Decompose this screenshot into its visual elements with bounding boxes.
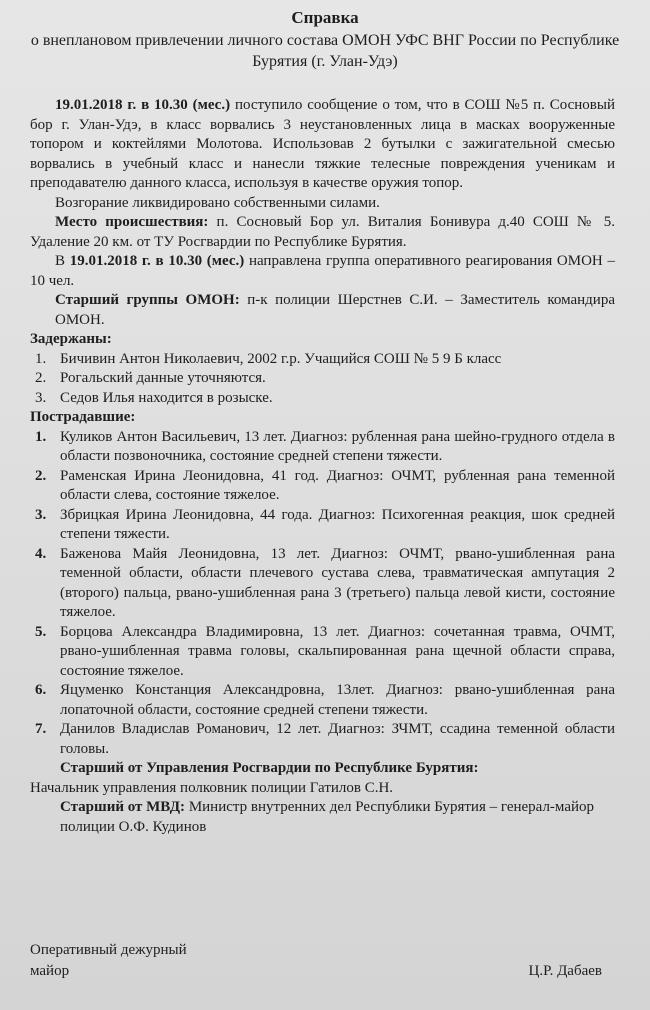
list-item: 5. Борцова Александра Владимировна, 13 лет. Диагноз: сочетанная травма, ОЧМТ, рвано-ушибленная травма головы, скальпированная рана щечной области справа, состояние тяжелое.	[35, 623, 615, 679]
document-subtitle: о внеплановом привлечении личного состава ОМОН УФС ВНГ России по Республике Бурятия (г. Улан-Удэ)	[30, 32, 620, 70]
group-text: направлена группа оперативного реагирования ОМОН – 10 чел.	[30, 253, 615, 289]
list-item: 1. Куликов Антон Васильевич, 13 лет. Диагноз: рубленная рана шейно-грудного отдела в области позвоночника, состояние средней степени тяжести.	[35, 428, 615, 464]
senior-paragraph	[30, 291, 615, 330]
document-title: Справка	[291, 8, 359, 27]
list-item: 4. Баженова Майя Леонидовна, 13 лет. Диагноз: ОЧМТ, рвано-ушибленная рана теменной области, области плечевого сустава слева, травматическая ампутация 2 (второго) пальца, рвано-ушибленная рана 3 (третьего) пальца левой кисти, состояние тяжелое.	[35, 545, 615, 620]
detained-label: Задержаны:	[30, 331, 112, 347]
list-item: 7. Данилов Владислав Романович, 12 лет. Диагноз: ЗЧМТ, ссадина теменной области головы.	[35, 721, 615, 757]
group-date: 19.01.2018 г. в 10.30 (мес.)	[69, 253, 245, 269]
rosgvard-text: Начальник управления полковник полиции Гатилов С.Н.	[30, 779, 394, 796]
intro-paragraph	[30, 96, 615, 194]
mvd-text: Министр внутренних дел Республики Бурятия – генерал-майор полиции О.Ф. Кудинов	[60, 799, 595, 835]
document-body	[30, 96, 615, 837]
rosgvard-label: Старший от Управления Росгвардии по Республике Бурятия:	[60, 760, 479, 776]
fire-paragraph: Возгорание ликвидировано собственными силами.	[55, 194, 380, 211]
list-item: 2. Раменская Ирина Леонидовна, 41 год. Диагноз: ОЧМТ, рубленная рана теменной области слева, состояние тяжелое.	[35, 467, 615, 503]
senior-text: п-к полиции Шерстнев С.И. – Заместитель командира ОМОН.	[55, 292, 615, 328]
rosgvard-paragraph	[30, 759, 615, 779]
group-prefix: В	[55, 253, 70, 269]
duty-officer-title: Оперативный дежурный	[30, 942, 187, 958]
group-paragraph	[30, 252, 615, 291]
intro-date: 19.01.2018 г. в 10.30 (мес.)	[55, 97, 231, 113]
place-label: Место происшествия:	[55, 214, 209, 230]
list-item: 2. Рогальский данные уточняются.	[35, 370, 266, 386]
victims-list	[30, 428, 615, 760]
senior-label: Старший группы ОМОН:	[55, 292, 240, 308]
duty-officer-name: Ц.Р. Дабаев	[528, 963, 602, 979]
mvd-label: Старший от МВД:	[60, 799, 186, 815]
list-item: 3. Седов Илья находится в розыске.	[35, 389, 273, 406]
place-paragraph	[30, 213, 615, 252]
place-text: п. Сосновый Бор ул. Виталия Бонивура д.40 СОШ № 5. Удаление 20 км. от ТУ Росгвардии по Республике Бурятия.	[30, 214, 615, 250]
intro-text: поступило сообщение о том, что в СОШ №5 п. Сосновый бор г. Улан-Удэ, в класс ворвались 3 неустановленных лица в масках вооруженные топором и коктейлями Молотова. Использовав 2 бутылки с зажигательной смесью ворвались в учебный класс и нанесли тяжкие телесные повреждения ученикам и преподавателю данного класса, используя в качестве оружия топор.	[30, 97, 615, 191]
list-item: 6. Яцуменко Констанция Александровна, 13лет. Диагноз: рвано-ушибленная рана лопаточной области, состояние средней степени тяжести.	[35, 682, 615, 718]
detained-list	[30, 350, 615, 409]
signature-block	[30, 940, 630, 982]
duty-officer-rank: майор	[30, 963, 70, 979]
mvd-paragraph	[30, 798, 615, 837]
victims-label: Пострадавшие:	[30, 409, 136, 425]
list-item: 3. Збрицкая Ирина Леонидовна, 44 года. Диагноз: Психогенная реакция, шок средней степени тяжести.	[35, 506, 615, 542]
list-item: 1. Бичивин Антон Николаевич, 2002 г.р. Учащийся СОШ № 5 9 Б класс	[35, 350, 502, 367]
